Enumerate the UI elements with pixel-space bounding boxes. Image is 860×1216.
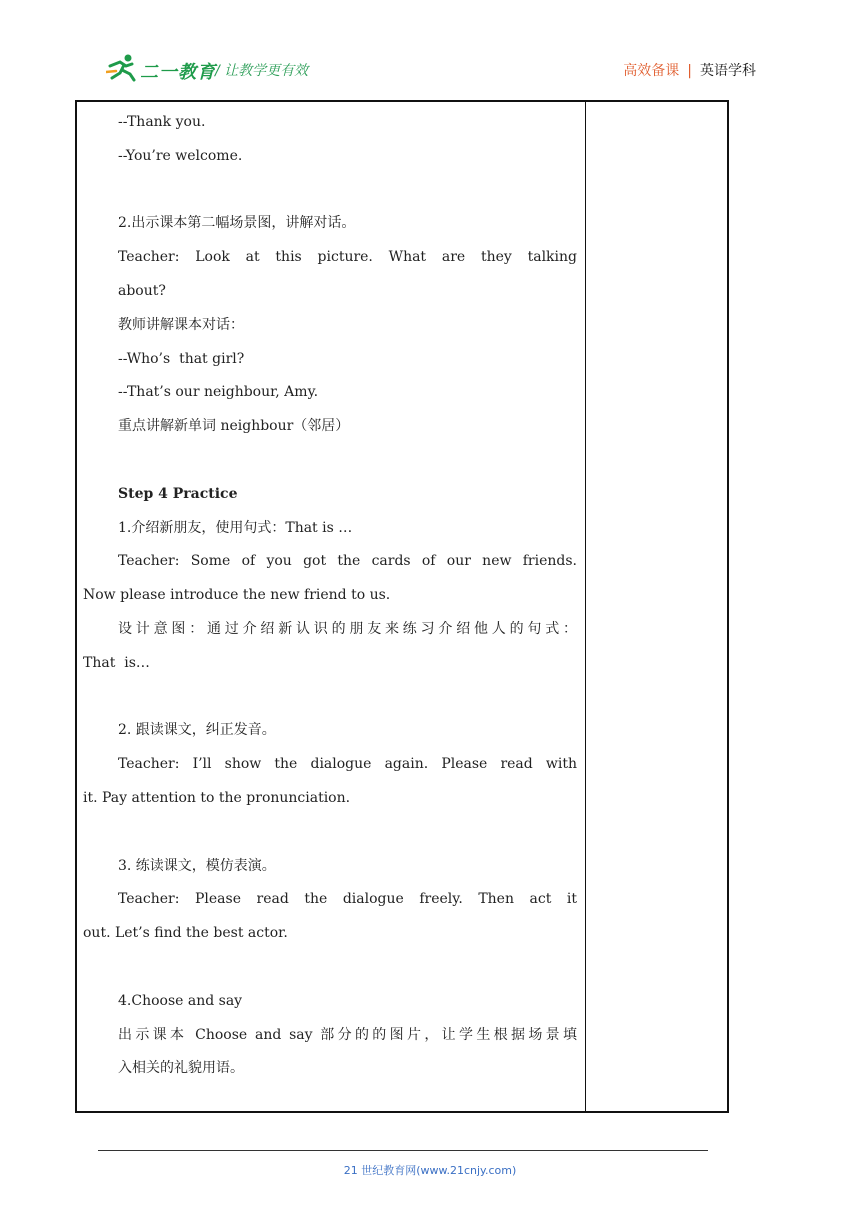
blank-line bbox=[83, 444, 577, 478]
text-line: That is… bbox=[83, 654, 150, 671]
text-line: 出示课本 Choose and say 部分的的图片，让学生根据场景填 bbox=[118, 1026, 577, 1043]
text-line: --You’re welcome. bbox=[118, 147, 243, 164]
text-line: 教师讲解课本对话： bbox=[118, 316, 244, 333]
text-line: 2.出示课本第二幅场景图，讲解对话。 bbox=[118, 215, 356, 232]
text-line: about? bbox=[118, 282, 166, 299]
text-line: out. Let’s find the best actor. bbox=[83, 925, 288, 942]
logo-text: 二一教育 bbox=[140, 62, 216, 83]
text-line: Teacher: Please read the dialogue freely. Then act it bbox=[118, 891, 577, 908]
text-line: 重点讲解新单词 neighbour（邻居） bbox=[118, 418, 350, 435]
text-line: 2. 跟读课文，纠正发音。 bbox=[118, 722, 276, 739]
text-line: Teacher: I’ll show the dialogue again. Please read with bbox=[118, 756, 577, 773]
text-line: it. Pay attention to the pronunciation. bbox=[83, 789, 351, 806]
slogan: / 让教学更有效 bbox=[215, 63, 309, 79]
text-line: Now please introduce the new friend to us. bbox=[83, 587, 391, 604]
column-divider bbox=[585, 102, 586, 1111]
footer-rule bbox=[98, 1150, 708, 1151]
header-tag-prep: 高效备课 bbox=[623, 63, 680, 79]
header-right bbox=[623, 60, 756, 80]
blank-line bbox=[83, 951, 577, 985]
header-separator: | bbox=[687, 63, 692, 79]
blank-line bbox=[83, 681, 577, 715]
text-line: Step 4 Practice bbox=[118, 485, 238, 502]
text-line: --That’s our neighbour, Amy. bbox=[118, 384, 319, 401]
text-line: --Thank you. bbox=[118, 114, 206, 130]
text-line: Teacher: Some of you got the cards of our new friends. bbox=[118, 553, 577, 570]
lesson-content bbox=[83, 106, 577, 1086]
text-line: 4.Choose and say bbox=[118, 992, 243, 1009]
footer-text: 21 世纪教育网(www.21cnjy.com) bbox=[343, 1164, 517, 1177]
header-tag-subject: 英语学科 bbox=[700, 63, 756, 79]
text-line: 设计意图：通过介绍新认识的朋友来练习介绍他人的句式： bbox=[118, 620, 577, 637]
text-line: 入相关的礼貌用语。 bbox=[118, 1060, 244, 1077]
blank-line bbox=[83, 174, 577, 208]
text-line: --Who’s that girl? bbox=[118, 350, 245, 367]
logo bbox=[106, 52, 226, 86]
lesson-table bbox=[75, 100, 729, 1113]
text-line: Teacher: Look at this picture. What are they talking bbox=[118, 249, 577, 266]
text-line: 1.介绍新朋友，使用句式：That is … bbox=[118, 519, 353, 536]
text-line: 3. 练读课文，模仿表演。 bbox=[118, 857, 276, 874]
blank-line bbox=[83, 816, 577, 850]
runner-logo-icon bbox=[106, 52, 140, 82]
page-header bbox=[0, 0, 860, 100]
